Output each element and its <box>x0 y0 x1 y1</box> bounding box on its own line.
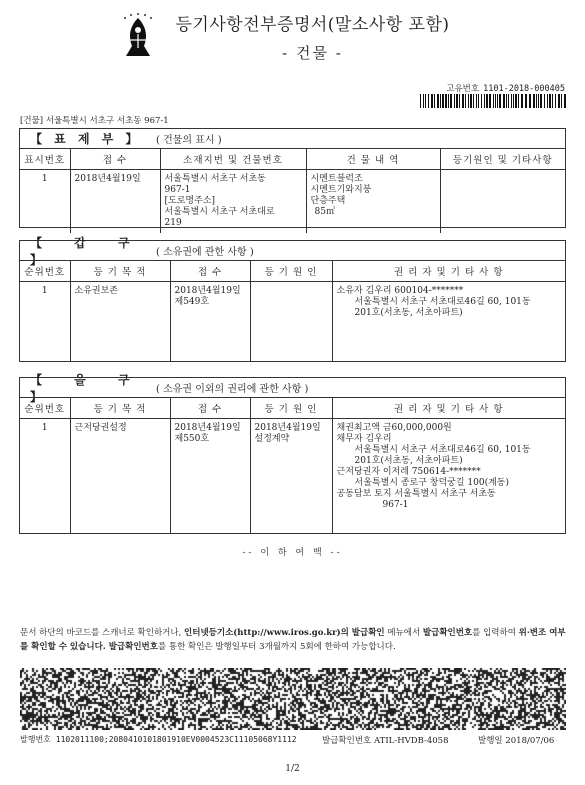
detail-line: 시멘트기와지붕 <box>310 184 372 195</box>
cause-line: 설정계약 <box>254 433 290 444</box>
table-row <box>20 281 565 361</box>
rights-cell <box>332 418 565 533</box>
eul-section <box>19 372 566 534</box>
cause-cell <box>440 169 565 233</box>
registration-purpose: 근저당권설정 <box>70 418 170 533</box>
building-address-label: [건물] 서울특별시 서초구 서초동 967-1 <box>20 116 169 126</box>
column-header: 권 리 자 및 기 타 사 항 <box>332 261 565 281</box>
rights-line: 채권최고액 금60,000,000원 <box>336 422 452 433</box>
document-subtitle: - 건물 - <box>282 44 343 62</box>
cause-line: 2018년4월19일 <box>254 422 321 433</box>
notice-bold-text: 발급확인번호 <box>422 628 473 638</box>
page-number: 1/2 <box>285 764 300 774</box>
received-cell <box>170 418 250 533</box>
rights-line: 서울특별시 서초구 서초대로46길 60, 101동 <box>354 296 531 307</box>
cause-cell <box>250 281 332 361</box>
rights-line: 소유자 김우리 600104-******* <box>336 285 464 296</box>
eul-title: 【 을 구 】 <box>30 372 144 404</box>
document-title: 등기사항전부증명서(말소사항 포함) <box>175 15 450 35</box>
gap-section <box>19 235 566 362</box>
rights-cell <box>332 281 565 361</box>
table-row <box>20 418 565 533</box>
column-header: 건 물 내 역 <box>306 149 440 169</box>
issue-date-value: 2018/07/06 <box>505 736 555 746</box>
column-header: 소재지번 및 건물번호 <box>160 149 306 169</box>
location-line: 219 <box>164 217 182 228</box>
confirmation-number-label: 발급확인번호 <box>322 736 372 746</box>
column-header: 접 수 <box>70 149 160 169</box>
building-details-cell <box>306 169 440 233</box>
eul-table <box>20 398 565 533</box>
notice-bold-text: 위·변조 여부를 확인할 수 있습니다. 발급확인번호 <box>20 628 566 652</box>
confirmation-number-value: ATIL-HVDB-4058 <box>373 736 449 746</box>
column-header: 접 수 <box>170 261 250 281</box>
gap-table <box>20 261 565 361</box>
detail-line: 시멘트블럭조 <box>310 173 363 184</box>
notice-bold-text: 인터넷등기소(http://www.iros.go.kr)의 발급확인 <box>184 628 385 638</box>
2d-verification-barcode-icon <box>20 668 566 730</box>
column-header: 등 기 원 인 <box>250 398 332 418</box>
pyoje-title: 【 표 제 부 】 <box>30 132 142 146</box>
issue-date-label: 발행일 <box>478 736 503 746</box>
received-line: 2018년4월19일 <box>174 422 241 433</box>
end-of-record-mark: -- 이 하 여 백 -- <box>242 548 343 558</box>
notice-text: 를 통한 확인은 발행일부터 3개월까지 5회에 한하여 가능합니다. <box>157 642 396 652</box>
table-header-row <box>20 149 565 169</box>
rights-line: 201호(서초동, 서초아파트) <box>354 307 463 318</box>
pyoje-heading <box>20 129 565 149</box>
gap-title: 【 갑 구 】 <box>30 235 144 267</box>
rights-line: 채무자 김우리 <box>336 433 392 444</box>
location-cell <box>160 169 306 233</box>
column-header: 등 기 원 인 <box>250 261 332 281</box>
table-header-row <box>20 398 565 418</box>
rights-line: 201호(서초동, 서초아파트) <box>354 455 463 466</box>
location-line: 967-1 <box>164 184 191 195</box>
unique-number-label: 고유번호 <box>446 84 480 94</box>
pyoje-table <box>20 149 565 233</box>
unique-number <box>446 82 565 94</box>
issue-number-value: 1102011100;2080410101801910EV0004523C11105068Y1112 <box>55 735 297 744</box>
column-header: 순위번호 <box>20 261 70 281</box>
received-line: 2018년4월19일 <box>174 285 241 296</box>
verification-notice <box>20 626 570 654</box>
column-header: 등 기 목 적 <box>70 398 170 418</box>
notice-text: 메뉴에서 <box>384 628 423 638</box>
column-header: 등 기 목 적 <box>70 261 170 281</box>
eul-heading <box>20 372 565 404</box>
pyoje-section <box>19 128 566 228</box>
unique-number-value: 1101-2018-000405 <box>483 84 565 94</box>
gap-description: ( 소유권에 관한 사항 ) <box>156 247 254 258</box>
received-line: 제549호 <box>174 296 210 307</box>
rights-line: 967-1 <box>382 499 409 510</box>
received-cell <box>170 281 250 361</box>
notice-text: 를 입력하여 <box>472 628 519 638</box>
pyoje-description: ( 건물의 표시 ) <box>156 135 222 146</box>
rights-line: 근저당권자 이저레 750614-******* <box>336 466 481 477</box>
rights-line: 서울특별시 종로구 창덕궁길 100(계동) <box>354 477 510 488</box>
column-header: 순위번호 <box>20 398 70 418</box>
registration-purpose: 소유권보존 <box>70 281 170 361</box>
rank-number: 1 <box>20 281 70 361</box>
issue-number <box>20 734 297 745</box>
table-row <box>20 169 565 233</box>
issue-number-label: 발행번호 <box>20 735 51 744</box>
rights-line: 공동담보 토지 서울특별시 서초구 서초동 <box>336 488 496 499</box>
eul-description: ( 소유권 이외의 권리에 관한 사항 ) <box>156 384 309 395</box>
column-header: 등기원인 및 기타사항 <box>440 149 565 169</box>
document-header <box>0 14 585 63</box>
barcode-icon <box>420 94 566 108</box>
location-line: [도로명주소] <box>164 195 215 206</box>
column-header: 접 수 <box>170 398 250 418</box>
cause-cell <box>250 418 332 533</box>
detail-line: 단층주택 <box>310 195 346 206</box>
received-line: 제550호 <box>174 433 210 444</box>
notice-text: 문서 하단의 바코드를 스캐너로 확인하거나, <box>20 628 185 638</box>
issue-date <box>478 734 554 746</box>
column-header: 표시번호 <box>20 149 70 169</box>
location-line: 서울특별시 서초구 서초동 <box>164 173 266 184</box>
rank-number: 1 <box>20 418 70 533</box>
display-number: 1 <box>20 169 70 233</box>
table-header-row <box>20 261 565 281</box>
column-header: 권 리 자 및 기 타 사 항 <box>332 398 565 418</box>
location-line: 서울특별시 서초구 서초대로 <box>164 206 275 217</box>
gap-heading <box>20 235 565 267</box>
rights-line: 서울특별시 서초구 서초대로46길 60, 101동 <box>354 444 531 455</box>
detail-line: 85㎡ <box>314 206 335 217</box>
confirmation-number <box>322 734 448 746</box>
received-date: 2018년4월19일 <box>70 169 160 233</box>
